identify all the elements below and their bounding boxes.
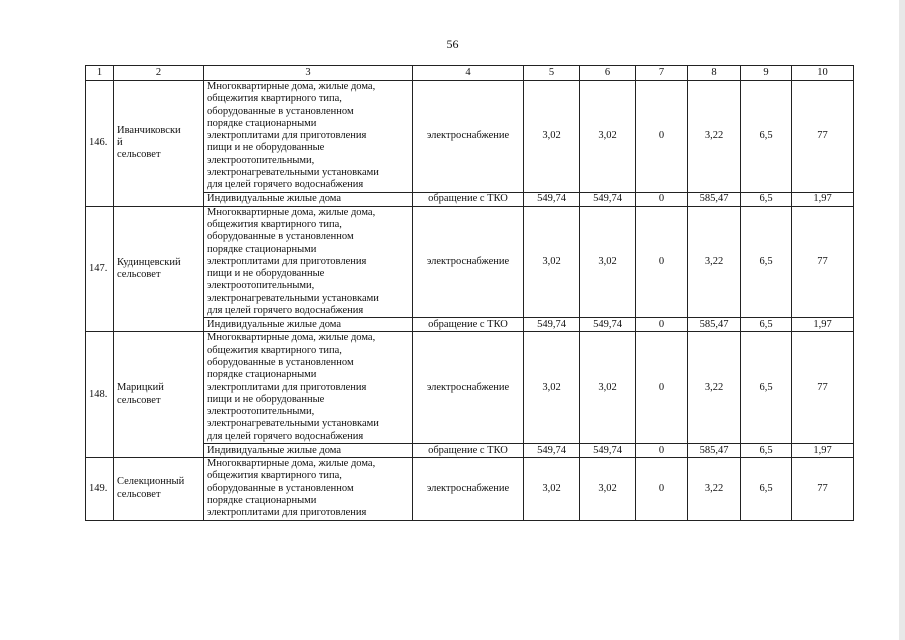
housing-description-line: электроплитами для приготовления <box>207 507 367 519</box>
housing-description-line: общежития квартирного типа, <box>207 344 342 356</box>
value-col5: 549,74 <box>524 192 580 206</box>
value-col7: 0 <box>636 332 688 444</box>
housing-description-line: для целей горячего водоснабжения <box>207 179 364 191</box>
value-col5: 3,02 <box>524 332 580 444</box>
settlement-name <box>114 458 204 520</box>
value-col8: 585,47 <box>688 444 741 458</box>
header-cell: 10 <box>792 66 854 81</box>
service-type: обращение с ТКО <box>413 192 524 206</box>
value-col6: 3,02 <box>580 81 636 193</box>
housing-description-line: для целей горячего водоснабжения <box>207 305 364 317</box>
page-number: 56 <box>446 37 459 51</box>
value-col9: 6,5 <box>741 318 792 332</box>
value-col6: 3,02 <box>580 206 636 318</box>
housing-description-line: электроплитами для приготовления <box>207 130 367 142</box>
row-number-text: 148. <box>89 388 108 400</box>
value-col8: 585,47 <box>688 192 741 206</box>
value-col5: 3,02 <box>524 458 580 520</box>
housing-description <box>204 458 413 520</box>
value-col8: 585,47 <box>688 318 741 332</box>
value-col10: 1,97 <box>792 192 854 206</box>
row-number-text: 147. <box>89 262 108 274</box>
service-type: обращение с ТКО <box>413 318 524 332</box>
table-row <box>86 458 854 520</box>
value-col10: 1,97 <box>792 444 854 458</box>
housing-description-line: электронагревательными установками <box>207 167 379 179</box>
value-col10: 77 <box>792 458 854 520</box>
value-col8: 3,22 <box>688 81 741 193</box>
row-number <box>86 81 114 207</box>
housing-description <box>204 206 413 318</box>
housing-description-line: электроотопительными, <box>207 280 315 292</box>
settlement-name-line: сельсовет <box>117 488 161 500</box>
scan-edge <box>899 0 905 640</box>
housing-description: Индивидуальные жилые дома <box>204 192 413 206</box>
value-col5: 3,02 <box>524 206 580 318</box>
housing-description-line: для целей горячего водоснабжения <box>207 430 364 442</box>
housing-description-line: электроплитами для приготовления <box>207 381 367 393</box>
value-col6: 3,02 <box>580 458 636 520</box>
settlement-name-line: Селекционный <box>117 476 185 488</box>
value-col7: 0 <box>636 458 688 520</box>
header-row <box>86 66 854 81</box>
table-row <box>86 81 854 193</box>
header-cell: 1 <box>86 66 114 81</box>
value-col9: 6,5 <box>741 192 792 206</box>
value-col5: 3,02 <box>524 81 580 193</box>
settlement-name-line: Марицкий <box>117 382 164 394</box>
settlement-name-line: сельсовет <box>117 394 161 406</box>
value-col7: 0 <box>636 81 688 193</box>
housing-description-line: электроотопительными, <box>207 406 315 418</box>
table-body <box>86 66 854 521</box>
value-col9: 6,5 <box>741 332 792 444</box>
value-col6: 549,74 <box>580 444 636 458</box>
housing-description-line: электроплитами для приготовления <box>207 255 367 267</box>
service-type: электроснабжение <box>413 458 524 520</box>
row-number <box>86 458 114 520</box>
settlement-name-line: Иванчиковски <box>117 124 181 136</box>
housing-description-line: электронагревательными установками <box>207 292 379 304</box>
settlement-name-line: Кудинцевский <box>117 256 181 268</box>
value-col9: 6,5 <box>741 206 792 318</box>
housing-description-line: Многоквартирные дома, жилые дома, <box>207 458 376 470</box>
table-row <box>86 206 854 318</box>
value-col9: 6,5 <box>741 458 792 520</box>
value-col7: 0 <box>636 192 688 206</box>
tariff-table <box>85 65 854 521</box>
settlement-name-line: сельсовет <box>117 269 161 280</box>
value-col10: 77 <box>792 332 854 444</box>
header-cell: 7 <box>636 66 688 81</box>
housing-description-line: общежития квартирного типа, <box>207 218 342 230</box>
housing-description-line: общежития квартирного типа, <box>207 470 342 482</box>
row-number-text: 149. <box>89 482 108 494</box>
housing-description-line: порядке стационарными <box>207 243 317 255</box>
service-type: электроснабжение <box>413 206 524 318</box>
value-col5: 549,74 <box>524 318 580 332</box>
header-cell: 6 <box>580 66 636 81</box>
housing-description-line: пищи и не оборудованные <box>207 393 325 405</box>
settlement-name <box>114 81 204 207</box>
settlement-name <box>114 332 204 458</box>
service-type: электроснабжение <box>413 332 524 444</box>
settlement-name-line: й <box>117 137 123 149</box>
housing-description-line: Многоквартирные дома, жилые дома, <box>207 332 376 344</box>
value-col7: 0 <box>636 444 688 458</box>
header-cell: 8 <box>688 66 741 81</box>
row-number-text: 146. <box>89 137 108 149</box>
value-col8: 3,22 <box>688 332 741 444</box>
row-number <box>86 206 114 332</box>
housing-description-line: оборудованные в установленном <box>207 482 354 494</box>
housing-description-line: электроотопительными, <box>207 154 315 166</box>
value-col5: 549,74 <box>524 444 580 458</box>
housing-description-line: порядке стационарными <box>207 369 317 381</box>
housing-description-line: оборудованные в установленном <box>207 231 354 243</box>
header-cell: 4 <box>413 66 524 81</box>
header-cell: 9 <box>741 66 792 81</box>
table-row <box>86 332 854 444</box>
header-cell: 3 <box>204 66 413 81</box>
housing-description-line: порядке стационарными <box>207 117 317 129</box>
housing-description: Индивидуальные жилые дома <box>204 318 413 332</box>
header-cell: 5 <box>524 66 580 81</box>
service-type: обращение с ТКО <box>413 444 524 458</box>
value-col10: 77 <box>792 206 854 318</box>
header-cell: 2 <box>114 66 204 81</box>
value-col6: 549,74 <box>580 192 636 206</box>
housing-description-line: пищи и не оборудованные <box>207 268 325 280</box>
row-number <box>86 332 114 458</box>
value-col9: 6,5 <box>741 81 792 193</box>
service-type: электроснабжение <box>413 81 524 193</box>
housing-description: Индивидуальные жилые дома <box>204 444 413 458</box>
value-col10: 77 <box>792 81 854 193</box>
housing-description <box>204 332 413 444</box>
housing-description-line: оборудованные в установленном <box>207 105 354 117</box>
housing-description-line: общежития квартирного типа, <box>207 93 342 105</box>
value-col7: 0 <box>636 206 688 318</box>
housing-description-line: пищи и не оборудованные <box>207 142 325 154</box>
settlement-name <box>114 206 204 332</box>
housing-description-line: оборудованные в установленном <box>207 356 354 368</box>
value-col8: 3,22 <box>688 206 741 318</box>
value-col8: 3,22 <box>688 458 741 520</box>
housing-description-line: порядке стационарными <box>207 494 317 506</box>
housing-description-line: Многоквартирные дома, жилые дома, <box>207 81 376 92</box>
value-col6: 3,02 <box>580 332 636 444</box>
housing-description <box>204 81 413 193</box>
value-col7: 0 <box>636 318 688 332</box>
value-col10: 1,97 <box>792 318 854 332</box>
value-col9: 6,5 <box>741 444 792 458</box>
value-col6: 549,74 <box>580 318 636 332</box>
housing-description-line: электронагревательными установками <box>207 418 379 430</box>
housing-description-line: Многоквартирные дома, жилые дома, <box>207 206 376 218</box>
settlement-name-line: сельсовет <box>117 149 161 161</box>
